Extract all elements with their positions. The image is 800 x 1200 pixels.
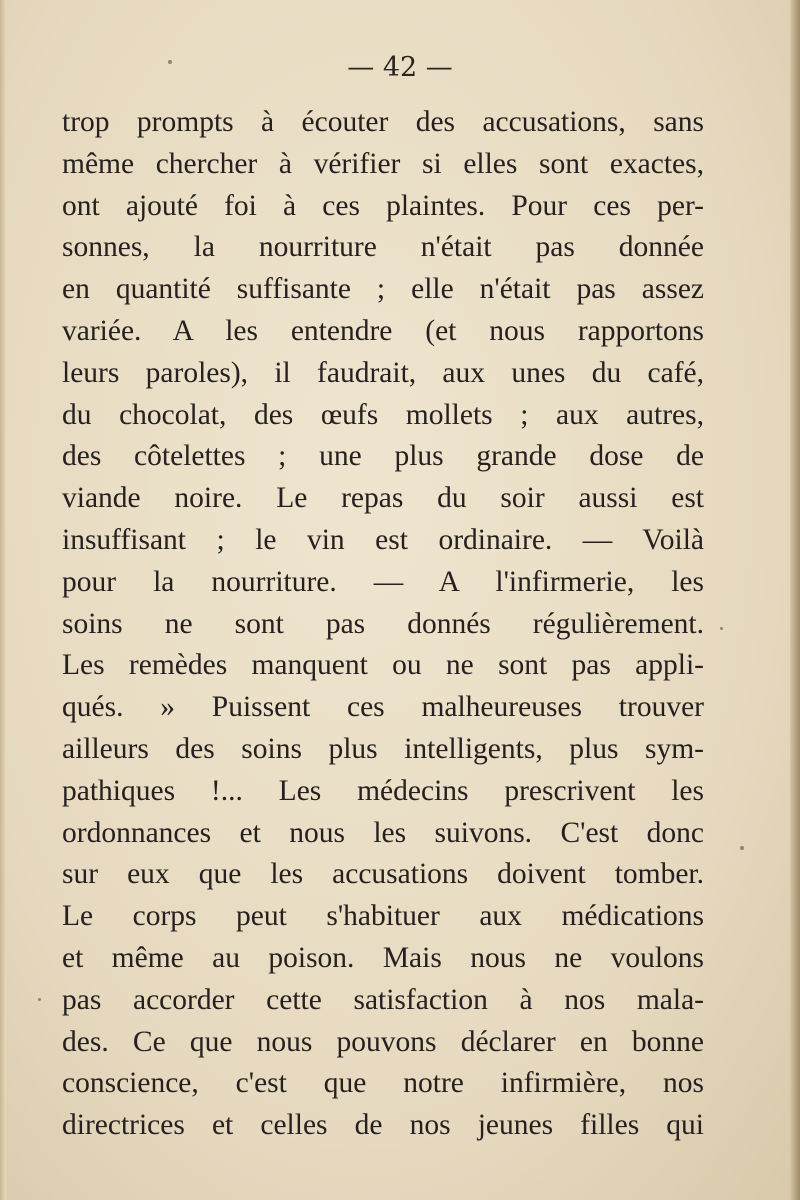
text-line: directrices et celles de nos jeunes filles qui — [62, 1109, 704, 1142]
text-line: ont ajouté foi à ces plaintes. Pour ces per- — [62, 189, 704, 222]
text-line: même chercher à vérifier si elles sont exactes, — [62, 147, 704, 180]
text-line: sur eux que les accusations doivent tomber. — [62, 858, 704, 891]
text-line: conscience, c'est que notre infirmière, nos — [62, 1067, 704, 1100]
text-line: ordonnances et nous les suivons. C'est donc — [62, 816, 704, 849]
text-line: du chocolat, des œufs mollets ; aux autres, — [62, 398, 704, 431]
text-line: qués. » Puissent ces malheureuses trouver — [62, 691, 704, 724]
paper-fleck — [720, 627, 723, 630]
paper-fleck — [38, 998, 41, 1001]
text-line: Le corps peut s'habituer aux médications — [62, 900, 704, 933]
page-number: — 42 — — [347, 52, 453, 83]
text-line: variée. A les entendre (et nous rapportons — [62, 314, 704, 347]
text-line: pathiques !... Les médecins prescrivent les — [62, 774, 704, 807]
text-line: viande noire. Le repas du soir aussi est — [62, 482, 704, 515]
text-line: insuffisant ; le vin est ordinaire. — Voilà — [62, 523, 704, 556]
text-line: en quantité suffisante ; elle n'était pas assez — [62, 273, 704, 306]
page-left-edge — [0, 0, 6, 1200]
body-text — [62, 102, 704, 1147]
text-line: pour la nourriture. — A l'infirmerie, les — [62, 565, 704, 598]
text-line: et même au poison. Mais nous ne voulons — [62, 941, 704, 974]
text-line: Les remèdes manquent ou ne sont pas appli- — [62, 649, 704, 682]
text-line: soins ne sont pas donnés régulièrement. — [62, 607, 704, 640]
text-line: pas accorder cette satisfaction à nos mala- — [62, 983, 704, 1016]
paper-fleck — [740, 846, 744, 850]
text-line: leurs paroles), il faudrait, aux unes du café, — [62, 356, 704, 389]
text-line: trop prompts à écouter des accusations, sans — [62, 106, 704, 138]
text-line: des. Ce que nous pouvons déclarer en bonne — [62, 1025, 704, 1058]
text-line: des côtelettes ; une plus grande dose de — [62, 440, 704, 473]
text-line: ailleurs des soins plus intelligents, plus sym- — [62, 732, 704, 765]
page-right-edge — [790, 0, 800, 1200]
text-line: sonnes, la nourriture n'était pas donnée — [62, 231, 704, 264]
